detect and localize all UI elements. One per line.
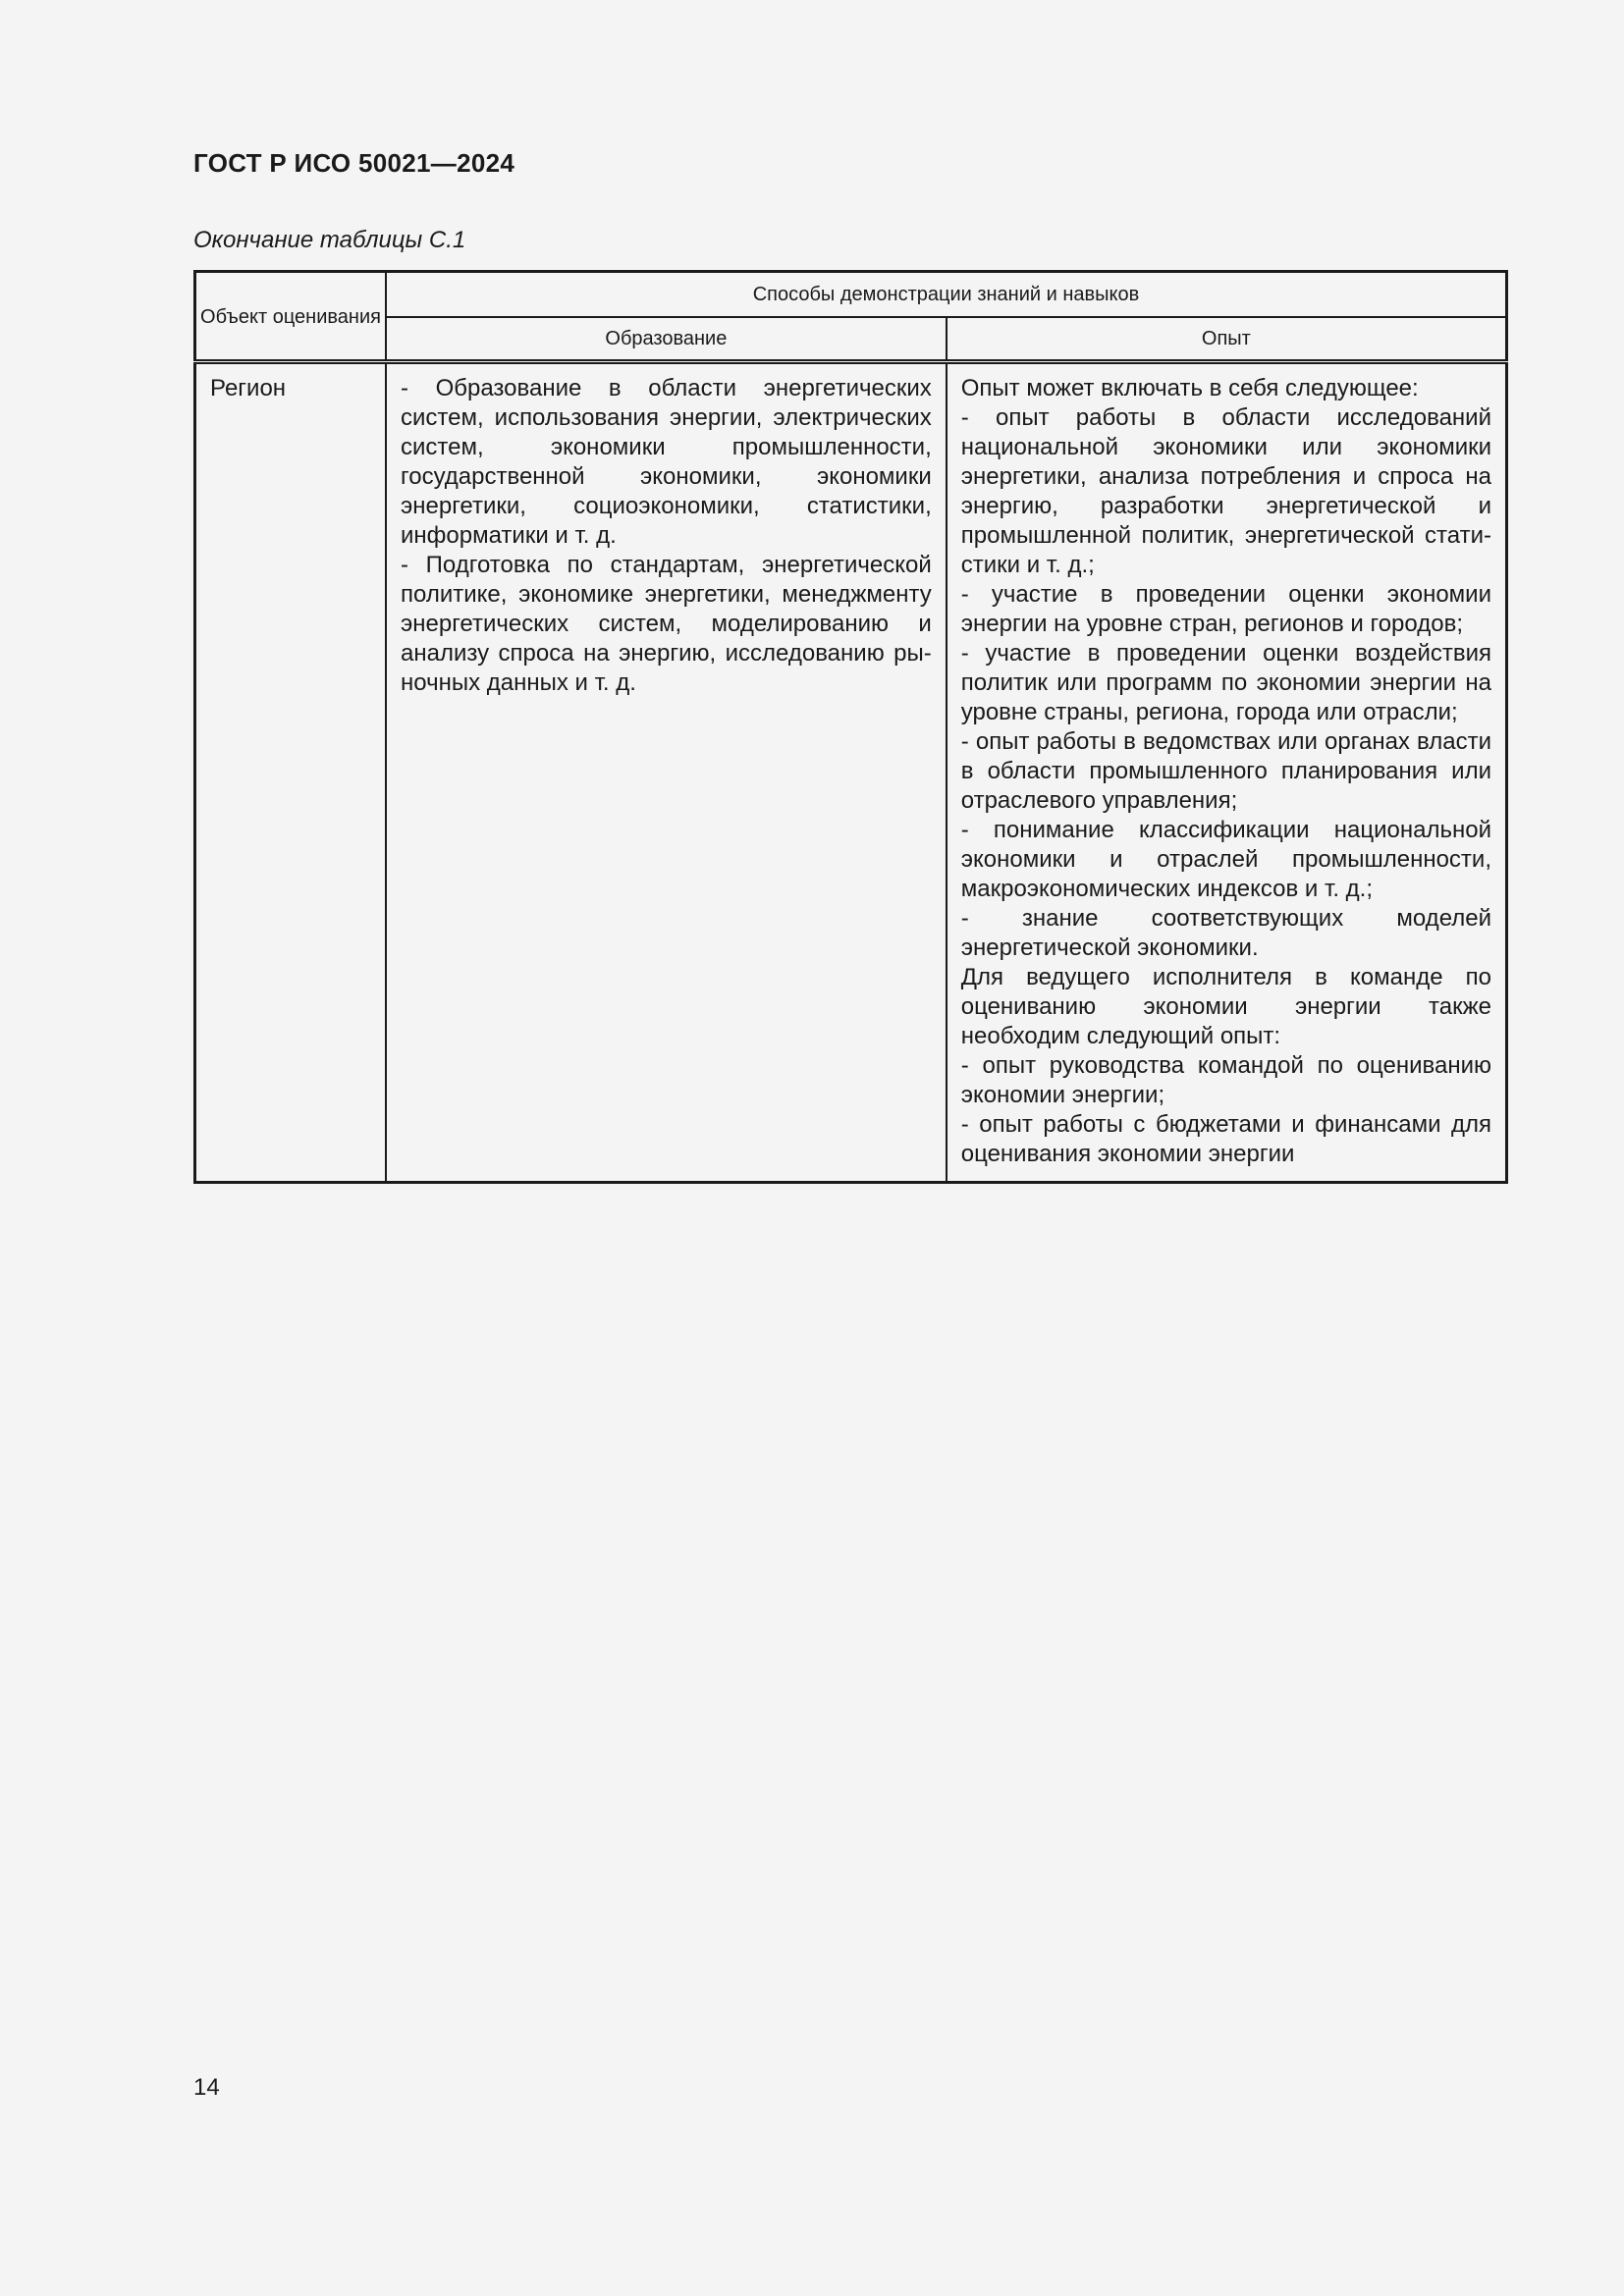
header-experience: Опыт: [947, 317, 1507, 362]
header-education: Образование: [386, 317, 947, 362]
table-caption: Окончание таблицы С.1: [193, 227, 466, 253]
experience-paragraph: - участие в проведении оценки экономии энергии на уровне стран, регионов и городов;: [960, 581, 1491, 637]
education-paragraph: - Образование в области энергетических систем, использования энергии, электрических систем, экономики промышленности, государственной экономики, экономики энергетики, социоэкономики, статистики, информатики и т. д.: [401, 375, 932, 549]
experience-paragraph: - опыт руководства командой по оцениванию экономии энергии;: [960, 1052, 1491, 1108]
header-row-2: [195, 317, 1507, 362]
header-object: Объект оценивания: [195, 272, 387, 362]
experience-paragraph: - опыт работы в ведомствах или органах власти в области промышленного планирования или отраслевого управления;: [960, 728, 1491, 814]
table-head: [195, 272, 1507, 362]
experience-paragraph: - опыт работы в области исследований национальной экономики или экономики энергетики, анализа потребления и спроса на энергию, разработки энергетической и промышленной политик, энергетической статистики и т. д.;: [960, 404, 1491, 578]
experience-paragraph: - опыт работы с бюджетами и финансами для оценивания экономии энергии: [960, 1111, 1491, 1167]
document-header: ГОСТ Р ИСО 50021—2024: [193, 148, 515, 178]
header-methods: Способы демонстрации знаний и навыков: [386, 272, 1507, 318]
cell-experience: [947, 362, 1507, 1183]
page-number: 14: [193, 2074, 220, 2101]
experience-paragraph: Для ведущего исполнителя в команде по оцениванию экономии энергии также необходим следующий опыт:: [960, 964, 1491, 1049]
assessment-table: [193, 270, 1508, 1184]
cell-education: [386, 362, 947, 1183]
experience-paragraph: - знание соответствующих моделей энергетической экономики.: [960, 905, 1491, 961]
header-row-1: [195, 272, 1507, 318]
experience-paragraph: - участие в проведении оценки воздействия политик или программ по экономии энергии на уровне страны, региона, города или отрасли;: [960, 640, 1491, 725]
table-body: [195, 362, 1507, 1183]
cell-object: Регион: [195, 362, 387, 1183]
experience-paragraph: Опыт может включать в себя следующее:: [960, 375, 1419, 401]
table-row: [195, 362, 1507, 1183]
education-paragraph: - Подготовка по стандартам, энергетической политике, экономике энергетики, менеджменту энергетических систем, моделированию и анализу спроса на энергию, исследованию рыночных данных и т. д.: [401, 552, 932, 696]
experience-paragraph: - понимание классификации национальной экономики и отраслей промышленности, макроэкономических индексов и т. д.;: [960, 817, 1491, 902]
